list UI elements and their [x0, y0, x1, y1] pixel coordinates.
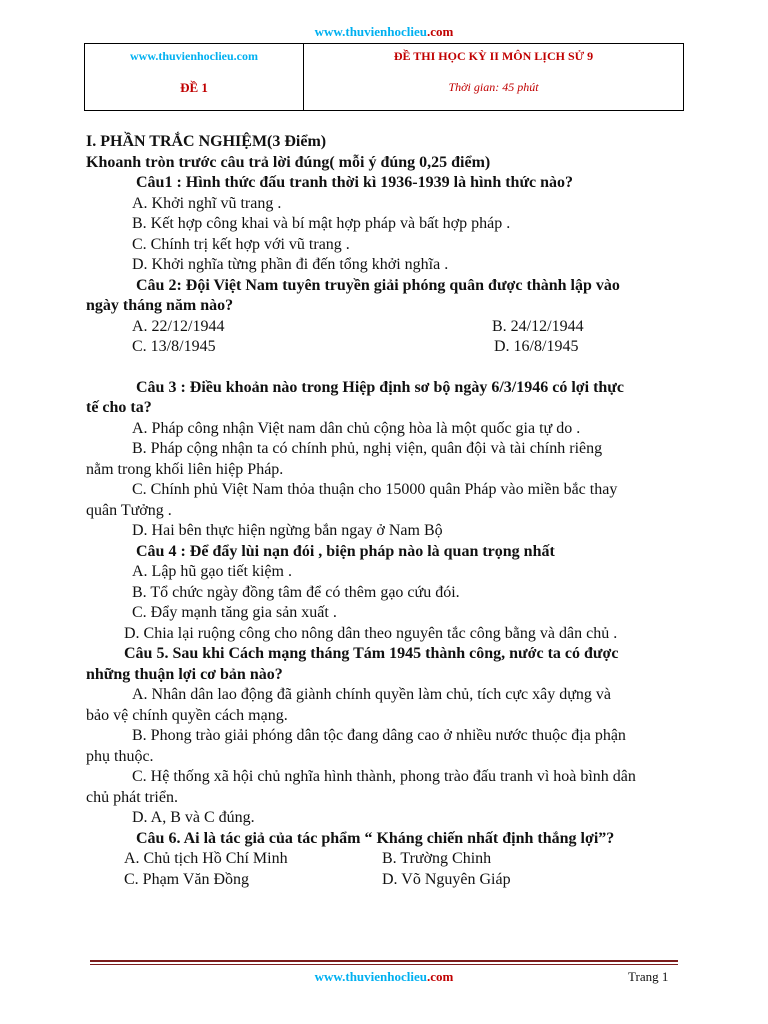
q2-question: Câu 2: Đội Việt Nam tuyên truyền giải phóng quân được thành lập vào	[136, 276, 620, 294]
exam-code: ĐỀ 1	[180, 80, 208, 95]
spacer	[86, 358, 678, 378]
q2-option-b: B. 24/12/1944	[492, 317, 584, 335]
exam-header-table	[84, 43, 684, 111]
q3-option-c: C. Chính phủ Việt Nam thỏa thuận cho 15000 quân Pháp vào miền bắc thay	[132, 481, 618, 498]
q5-option-b: B. Phong trào giải phóng dân tộc đang dâng cao ở nhiều nước thuộc địa phận	[132, 727, 626, 744]
q6-option-a: A. Chủ tịch Hồ Chí Minh	[124, 850, 288, 867]
section-title: I. PHẦN TRẮC NGHIỆM(3 Điểm)	[86, 133, 327, 150]
q5-option-d: D. A, B và C đúng.	[132, 809, 255, 826]
header-left-cell	[85, 44, 304, 111]
q2-options-row-2	[86, 337, 678, 358]
q3-option-b-cont: nằm trong khối liên hiệp Pháp.	[86, 460, 284, 478]
q5-option-a-cont: bảo vệ chính quyền cách mạng.	[86, 706, 288, 724]
q4-option-b: B. Tổ chức ngày đồng tâm để có thêm gạo cứu đói.	[132, 583, 460, 601]
q2-question-cont: ngày tháng năm nào?	[86, 297, 234, 314]
top-site-url[interactable]	[0, 24, 768, 40]
top-url-name: thuvienhoclieu	[345, 24, 427, 39]
q3-question: Câu 3 : Điều khoản nào trong Hiệp định sơ bộ ngày 6/3/1946 có lợi thực	[136, 378, 624, 396]
q6-option-c: C. Phạm Văn Đồng	[124, 870, 250, 888]
top-url-prefix: www.	[314, 24, 346, 39]
q4-option-c: C. Đẩy mạnh tăng gia sản xuất .	[132, 604, 337, 621]
q1-option-c: C. Chính trị kết hợp với vũ trang .	[132, 235, 350, 253]
instruction: Khoanh tròn trước câu trả lời đúng( mỗi ý đúng 0,25 điểm)	[86, 153, 491, 171]
q3-option-d: D. Hai bên thực hiện ngừng bắn ngay ở Nam Bộ	[132, 522, 443, 539]
footer-url-prefix: www.	[314, 969, 346, 984]
q4-option-d: D. Chia lại ruộng công cho nông dân theo nguyên tắc công bằng và dân chủ .	[124, 624, 618, 642]
footer-rule-thin	[90, 964, 678, 965]
q5-question-cont: những thuận lợi cơ bản nào?	[86, 665, 283, 683]
q5-option-c: C. Hệ thống xã hội chủ nghĩa hình thành, phong trào đấu tranh vì hoà bình dân	[132, 768, 636, 785]
q2-option-d: D. 16/8/1945	[494, 338, 579, 355]
q6-options-row-1	[86, 849, 678, 870]
q3-option-c-cont: quân Tưởng .	[86, 501, 172, 519]
q1-option-b: B. Kết hợp công khai và bí mật hợp pháp và bất hợp pháp .	[132, 215, 511, 232]
footer-url-name: thuvienhoclieu	[345, 969, 427, 984]
q1-option-a: A. Khởi nghĩ vũ trang .	[132, 194, 282, 212]
footer-url-domain: .com	[426, 969, 454, 984]
q6-option-b: B. Trường Chinh	[382, 850, 492, 867]
exam-content	[86, 132, 678, 890]
q6-options-row-2	[86, 870, 678, 891]
q3-option-a: A. Pháp công nhận Việt nam dân chủ cộng hòa là một quốc gia tự do .	[132, 419, 581, 437]
q6-option-d: D. Võ Nguyên Giáp	[382, 870, 511, 888]
footer-rule-thick	[90, 960, 678, 962]
q4-option-a: A. Lập hũ gạo tiết kiệm .	[132, 563, 292, 580]
page-number: Trang 1	[628, 969, 669, 984]
exam-time: Thời gian: 45 phút	[448, 80, 539, 94]
q3-question-cont: tế cho ta?	[86, 399, 152, 416]
q4-question: Câu 4 : Để đẩy lùi nạn đói , biện pháp nào là quan trọng nhất	[136, 542, 555, 560]
exam-title: ĐỀ THI HỌC KỲ II MÔN LỊCH SỬ 9	[393, 49, 594, 63]
q5-option-c-cont: chủ phát triển.	[86, 788, 178, 806]
q2-option-c: C. 13/8/1945	[132, 338, 216, 355]
q1-option-d: D. Khởi nghĩa từng phần đi đến tổng khởi nghĩa .	[132, 256, 449, 273]
q3-option-b: B. Pháp cộng nhận ta có chính phủ, nghị viện, quân đội và tài chính riêng	[132, 440, 603, 457]
top-url-domain: .com	[426, 24, 454, 39]
header-right-cell	[304, 44, 684, 111]
q5-option-a: A. Nhân dân lao động đã giành chính quyền làm chủ, tích cực xây dựng và	[132, 686, 611, 703]
q6-question: Câu 6. Ai là tác giả của tác phẩm “ Kháng chiến nhất định thắng lợi”?	[136, 829, 615, 847]
header-site-link[interactable]: www.thuvienhoclieu.com	[129, 49, 258, 63]
q2-options-row-1	[86, 317, 678, 338]
q2-option-a: A. 22/12/1944	[132, 317, 225, 335]
q1-question: Câu1 : Hình thức đấu tranh thời kì 1936-1939 là hình thức nào?	[136, 174, 574, 191]
q5-option-b-cont: phụ thuộc.	[86, 747, 154, 765]
q5-question: Câu 5. Sau khi Cách mạng tháng Tám 1945 thành công, nước ta có được	[124, 645, 619, 662]
